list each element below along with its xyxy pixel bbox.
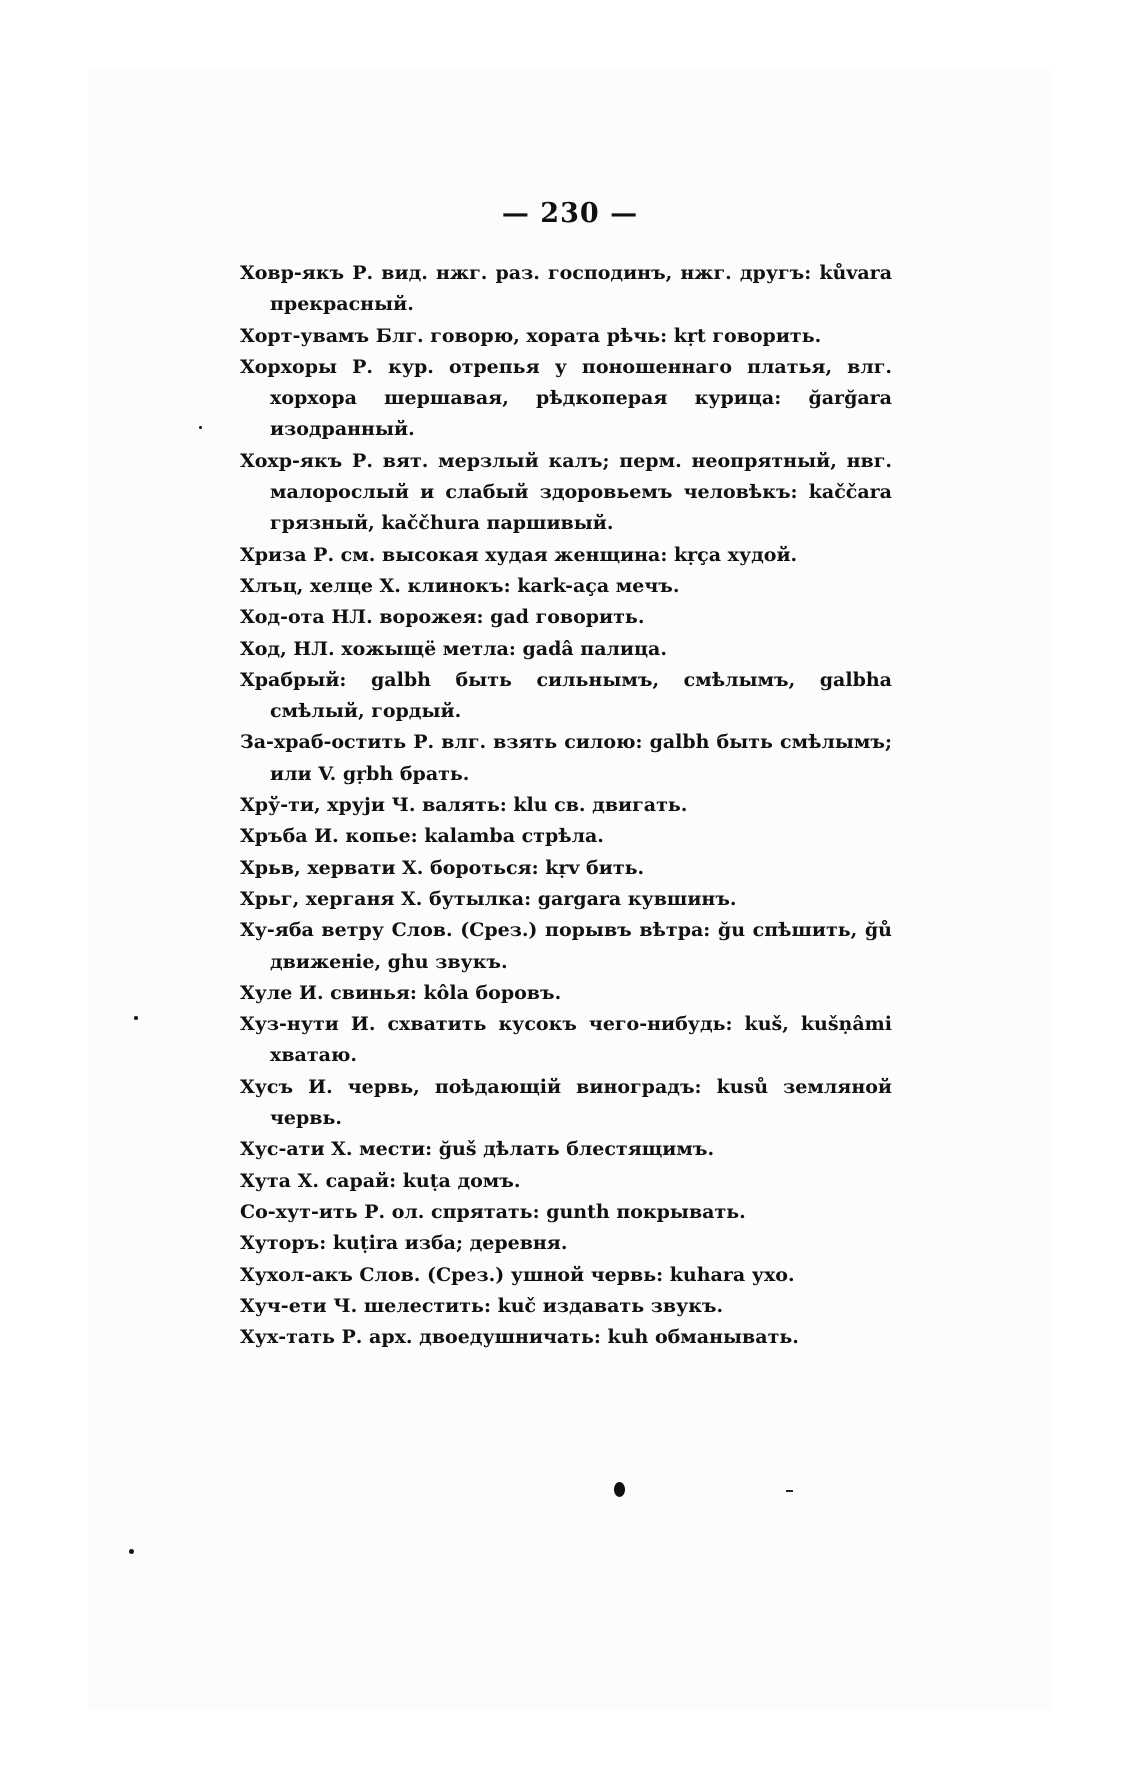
entry-3: Хорхоры Р. кур. отрепья у поношеннаго платья, влг. хорхора шершавая, рѣдкоперая курица: ğarğara изодранный. <box>240 355 892 441</box>
entry-18: Хусъ И. червь, поѣдающій виноградъ: kusů земляной червь. <box>240 1075 892 1130</box>
scan-dash <box>786 1490 793 1492</box>
dictionary-entries <box>240 258 892 1353</box>
entry-9: Храбрый: galbh быть сильнымъ, смѣлымъ, galbha смѣлый, гордый. <box>240 668 892 723</box>
entry-16: Хуле И. свинья: kôla боровъ. <box>240 981 562 1004</box>
entry-15: Ху-яба ветру Слов. (Срез.) порывъ вѣтра: ğu спѣшить, ğů движеніе, ghu звукъ. <box>240 919 892 973</box>
entry-21: Со-хут-ить Р. ол. спрятать: gunth покрывать. <box>240 1200 746 1223</box>
entry-20: Хута Х. сарай: kuṭa домъ. <box>240 1169 521 1192</box>
scan-speck <box>134 1016 138 1020</box>
scan-speck <box>129 1549 134 1554</box>
entry-11: Хрў-ти, хруји Ч. валять: klu св. двигать. <box>240 794 688 817</box>
entry-12: Хръба И. копье: kalamba стрѣла. <box>240 825 604 848</box>
entry-2: Хорт-увамъ Блг. говорю, хората рѣчь: kṛt говорить. <box>240 324 822 347</box>
entry-10: За-храб-остить Р. влг. взять силою: galbh быть смѣлымъ; или V. gṛbh брать. <box>240 731 892 785</box>
entry-7: Ход-ота НЛ. ворожея: gad говорить. <box>240 606 645 629</box>
entry-14: Хрьг, херганя Х. бутылка: gargara кувшинъ. <box>240 887 737 910</box>
entry-25: Хух-тать Р. арх. двоедушничать: kuh обманывать. <box>240 1326 799 1349</box>
entry-13: Хрьв, хервати Х. бороться: kṛv бить. <box>240 856 645 879</box>
entry-4: Хохр-якъ Р. вят. мерзлый калъ; перм. неопрятный, нвг. малорослый и слабый здоровьемъ человѣкъ: kaččara грязный, kaččhura паршивый. <box>240 449 892 535</box>
entry-22: Хуторъ: kuṭira изба; деревня. <box>240 1232 568 1255</box>
entry-23: Хухол-акъ Слов. (Срез.) ушной червь: kuhara ухо. <box>240 1263 795 1286</box>
scan-speck <box>199 426 202 429</box>
entry-6: Хлъц, хелце Х. клинокъ: kark-aça мечъ. <box>240 574 680 597</box>
entry-5: Хриза Р. см. высокая худая женщина: kṛça худой. <box>240 543 798 566</box>
entry-1: Ховр-якъ Р. вид. нжг. раз. господинъ, нжг. другъ: kůvara прекрасный. <box>240 262 892 316</box>
scan-speck <box>614 1482 625 1497</box>
entry-17: Хуз-нути И. схватить кусокъ чего-нибудь: kuš, kušṇâmi хватаю. <box>240 1013 892 1067</box>
page-number: — 230 — <box>501 198 639 229</box>
entry-8: Ход, НЛ. хожыщё метла: gadâ палица. <box>240 637 667 660</box>
entry-24: Хуч-ети Ч. шелестить: kuč издавать звукъ. <box>240 1294 724 1317</box>
entry-19: Хус-ати Х. мести: ğuš дѣлать блестящимъ. <box>240 1138 715 1161</box>
